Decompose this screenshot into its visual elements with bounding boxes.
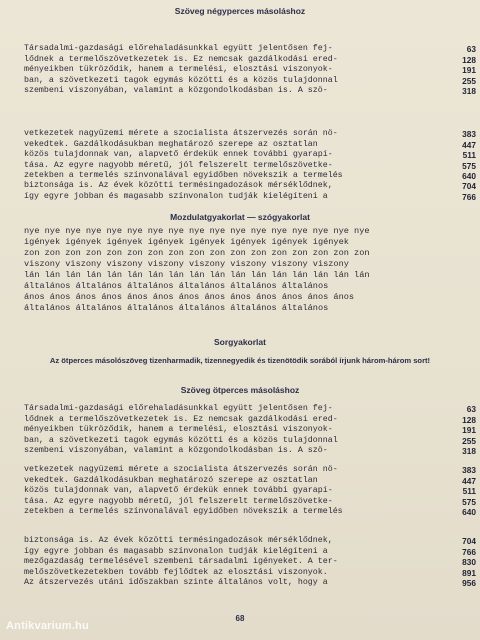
text-line bbox=[24, 486, 476, 497]
drill-line bbox=[24, 292, 476, 303]
section-heading-drill: Mozdulatgyakorlat — szógyakorlat bbox=[170, 212, 310, 222]
line-text: viszony viszony viszony viszony viszony viszony viszony viszony bbox=[24, 259, 349, 269]
text-line bbox=[24, 465, 476, 476]
char-count: 511 bbox=[462, 486, 476, 496]
text-line bbox=[24, 436, 476, 447]
line-text: ményeikben tükröződik, hanem a termelési, elosztási viszonyok- bbox=[24, 65, 333, 74]
text-line bbox=[24, 404, 476, 415]
text-line bbox=[24, 425, 476, 436]
line-text: Az átszervezés utáni időszakban szinte általános volt, hogy a bbox=[24, 578, 328, 587]
char-count: 255 bbox=[462, 75, 476, 86]
text-line bbox=[24, 415, 476, 426]
line-text: Társadalmi-gazdasági előrehaladásunkkal együtt jelentősen fej- bbox=[24, 44, 333, 53]
char-count: 128 bbox=[462, 414, 476, 425]
char-count: 766 bbox=[462, 546, 476, 557]
line-text: zon zon zon zon zon zon zon zon zon zon zon zon zon zon zon zon zon bbox=[24, 248, 370, 258]
four-minute-text-block bbox=[24, 44, 476, 97]
text-line bbox=[24, 497, 476, 508]
line-text: ban, a szövetkezeti tagok egymás közötti és a közös tulajdonnal bbox=[24, 75, 338, 85]
char-count: 191 bbox=[462, 65, 476, 75]
char-count: 63 bbox=[466, 404, 476, 414]
text-line bbox=[24, 476, 476, 487]
char-count: 318 bbox=[462, 446, 476, 456]
text-line bbox=[24, 55, 476, 66]
line-text: ményeikben tükröződik, hanem a termelési, elosztási viszonyok- bbox=[24, 425, 333, 434]
four-minute-text-block-3 bbox=[24, 181, 476, 202]
text-line bbox=[24, 507, 476, 518]
text-line bbox=[24, 568, 476, 579]
drill-block bbox=[24, 226, 476, 314]
instruction-text: Az ötperces másolószöveg tizenharmadik, tizennegyedik és tizenötödik sorából írjunk három-három sort! bbox=[49, 356, 431, 365]
char-count: 447 bbox=[462, 475, 476, 486]
text-line bbox=[24, 140, 476, 151]
char-count: 128 bbox=[462, 54, 476, 65]
char-count: 830 bbox=[462, 557, 476, 567]
drill-line bbox=[24, 303, 476, 314]
char-count: 640 bbox=[462, 507, 476, 517]
watermark-text: Antikvarium.hu bbox=[6, 620, 89, 632]
text-line bbox=[24, 578, 476, 589]
page-number: 68 bbox=[235, 614, 245, 623]
line-text: vetkezetek nagyüzemi mérete a szocialista átszervezés során nö- bbox=[24, 465, 338, 474]
section-heading-row-drill: Sorgyakorlat bbox=[214, 337, 266, 347]
line-text: általános általános általános általános általános általános bbox=[24, 281, 329, 291]
text-line bbox=[24, 150, 476, 161]
char-count: 575 bbox=[462, 496, 476, 507]
five-minute-text-block-2 bbox=[24, 465, 476, 518]
line-text: ban, a szövetkezeti tagok egymás közötti és a közös tulajdonnal bbox=[24, 435, 338, 445]
section-heading-four-minute: Szöveg négyperces másoláshoz bbox=[174, 6, 306, 16]
char-count: 956 bbox=[462, 578, 476, 588]
line-text: vetkezetek nagyüzemi mérete a szocialista átszervezés során nö- bbox=[24, 129, 338, 138]
line-text: lődnek a termelőszövetkezetek is. Ez nemcsak gazdálkodási ered- bbox=[24, 54, 338, 64]
char-count: 575 bbox=[462, 160, 476, 171]
char-count: 318 bbox=[462, 86, 476, 96]
line-text: zetekben a termelés színvonalával egyidőben növekszik a termelés bbox=[24, 507, 343, 516]
text-line bbox=[24, 86, 476, 97]
char-count: 704 bbox=[462, 181, 476, 191]
drill-line bbox=[24, 281, 476, 292]
text-line bbox=[24, 192, 476, 203]
line-text: így egyre jobban és magasabb színvonalon tudják kielégíteni a bbox=[24, 546, 328, 556]
text-line bbox=[24, 547, 476, 558]
text-line bbox=[24, 557, 476, 568]
line-text: tása. Az egyre nagyobb méretű, jól felszerelt termelőszövetke- bbox=[24, 160, 333, 170]
line-text: általános általános általános általános általános általános bbox=[24, 303, 329, 313]
text-line bbox=[24, 44, 476, 55]
text-line bbox=[24, 129, 476, 140]
text-line bbox=[24, 171, 476, 182]
five-minute-text-block bbox=[24, 404, 476, 457]
line-text: biztonsága is. Az évek közötti termésingadozások mérséklődnek, bbox=[24, 181, 333, 190]
line-text: vekedtek. Gazdálkodásukban meghatározó szerepe az osztatlan bbox=[24, 139, 318, 149]
text-line bbox=[24, 446, 476, 457]
text-line bbox=[24, 161, 476, 172]
char-count: 704 bbox=[462, 536, 476, 546]
line-text: vekedtek. Gazdálkodásukban meghatározó szerepe az osztatlan bbox=[24, 475, 318, 485]
char-count: 383 bbox=[462, 465, 476, 475]
char-count: 447 bbox=[462, 139, 476, 150]
text-line bbox=[24, 536, 476, 547]
drill-line bbox=[24, 237, 476, 248]
text-line bbox=[24, 181, 476, 192]
line-text: zetekben a termelés színvonalával egyidőben növekszik a termelés bbox=[24, 171, 343, 180]
char-count: 640 bbox=[462, 171, 476, 181]
four-minute-text-block-2 bbox=[24, 129, 476, 182]
char-count: 63 bbox=[466, 44, 476, 54]
line-text: mezőgazdaság termelésével szembeni társadalmi igényeket. A ter- bbox=[24, 557, 338, 566]
char-count: 766 bbox=[462, 191, 476, 202]
drill-line bbox=[24, 270, 476, 281]
text-line bbox=[24, 76, 476, 87]
line-text: nye nye nye nye nye nye nye nye nye nye nye nye nye nye nye nye nye bbox=[24, 226, 370, 236]
line-text: szembeni viszonyában, valamint a közgondolkodásban is. A szö- bbox=[24, 446, 328, 455]
section-heading-five-minute: Szöveg ötperces másoláshoz bbox=[180, 385, 300, 395]
line-text: igények igények igények igények igények igények igények igények bbox=[24, 237, 349, 247]
line-text: közös tulajdonnak van, alapvető érdekük ennek további gyarapí- bbox=[24, 486, 333, 495]
char-count: 891 bbox=[462, 567, 476, 578]
line-text: lődnek a termelőszövetkezetek is. Ez nemcsak gazdálkodási ered- bbox=[24, 414, 338, 424]
char-count: 255 bbox=[462, 435, 476, 446]
line-text: lán lán lán lán lán lán lán lán lán lán lán lán lán lán lán lán lán bbox=[24, 270, 370, 280]
char-count: 383 bbox=[462, 129, 476, 139]
five-minute-text-block-3 bbox=[24, 536, 476, 589]
text-line bbox=[24, 65, 476, 76]
line-text: Társadalmi-gazdasági előrehaladásunkkal együtt jelentősen fej- bbox=[24, 404, 333, 413]
line-text: így egyre jobban és magasabb színvonalon tudják kielégíteni a bbox=[24, 191, 328, 201]
line-text: közös tulajdonnak van, alapvető érdekük ennek további gyarapí- bbox=[24, 150, 333, 159]
line-text: tása. Az egyre nagyobb méretű, jól felszerelt termelőszövetke- bbox=[24, 496, 333, 506]
line-text: biztonsága is. Az évek közötti termésingadozások mérséklődnek, bbox=[24, 536, 333, 545]
char-count: 191 bbox=[462, 425, 476, 435]
line-text: melőszövetkezetekben tovább fejlődtek az elosztási viszonyok. bbox=[24, 567, 328, 577]
char-count: 511 bbox=[462, 150, 476, 160]
line-text: szembeni viszonyában, valamint a közgondolkodásban is. A szö- bbox=[24, 86, 328, 95]
line-text: ános ános ános ános ános ános ános ános ános ános ános ános ános bbox=[24, 292, 355, 302]
drill-line bbox=[24, 259, 476, 270]
drill-line bbox=[24, 226, 476, 237]
drill-line bbox=[24, 248, 476, 259]
